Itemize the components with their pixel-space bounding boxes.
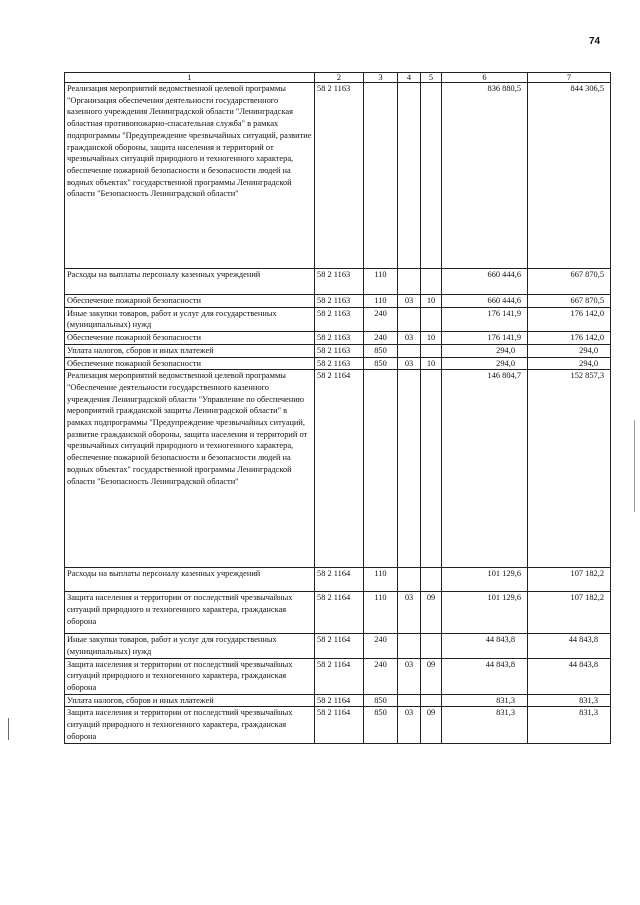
table-row (65, 307, 611, 331)
table-row (65, 357, 611, 370)
section (398, 83, 421, 269)
scan-artifact-line (634, 420, 635, 512)
section (398, 269, 421, 295)
program-code: 58 2 1164 (315, 694, 364, 707)
section: 03 (398, 332, 421, 345)
amount-col6: 831,3 (442, 694, 528, 707)
section: 03 (398, 658, 421, 694)
table-row (65, 269, 611, 295)
expense-type: 850 (364, 344, 398, 357)
row-description: Реализация мероприятий ведомственной целевой программы "Организация обеспечения деятельности государственного казенного учреждения Ленинградской области "Ленинградская областная противопожарно-спасательная служба" в рамках подпрограммы "Предупреждение чрезвычайных ситуаций, развитие гражданской обороны, защита населения и территорий от чрезвычайных ситуаций природного и техногенного характера, обеспечение пожарной безопасности и безопасности людей на водных объектах" государственной программы Ленинградской области "Безопасность Ленинградской области" (65, 83, 315, 269)
expense-type: 240 (364, 307, 398, 331)
subsection (421, 634, 442, 658)
amount-col7: 294,0 (528, 357, 611, 370)
column-header: 4 (398, 73, 421, 83)
section (398, 634, 421, 658)
amount-col6: 176 141,9 (442, 307, 528, 331)
row-description: Уплата налогов, сборов и иных платежей (65, 344, 315, 357)
amount-col7: 44 843,8 (528, 658, 611, 694)
subsection (421, 269, 442, 295)
row-description: Иные закупки товаров, работ и услуг для государственных (муниципальных) нужд (65, 634, 315, 658)
program-code: 58 2 1163 (315, 269, 364, 295)
section: 03 (398, 295, 421, 308)
row-description: Обеспечение пожарной безопасности (65, 295, 315, 308)
expense-type: 240 (364, 658, 398, 694)
table-row (65, 634, 611, 658)
section (398, 568, 421, 592)
table-row (65, 707, 611, 743)
amount-col6: 294,0 (442, 344, 528, 357)
expense-type: 850 (364, 694, 398, 707)
program-code: 58 2 1164 (315, 592, 364, 634)
table-row (65, 568, 611, 592)
column-header: 7 (528, 73, 611, 83)
column-header: 5 (421, 73, 442, 83)
program-code: 58 2 1163 (315, 357, 364, 370)
expense-type: 110 (364, 568, 398, 592)
scan-artifact-line (8, 718, 9, 740)
row-description: Защита населения и территории от последствий чрезвычайных ситуаций природного и техногенного характера, гражданская оборона (65, 658, 315, 694)
subsection: 09 (421, 592, 442, 634)
program-code: 58 2 1163 (315, 307, 364, 331)
table-row (65, 83, 611, 269)
section (398, 694, 421, 707)
program-code: 58 2 1164 (315, 634, 364, 658)
subsection: 10 (421, 357, 442, 370)
program-code: 58 2 1163 (315, 344, 364, 357)
program-code: 58 2 1164 (315, 370, 364, 568)
program-code: 58 2 1163 (315, 295, 364, 308)
table-header-row (65, 73, 611, 83)
expense-type: 850 (364, 357, 398, 370)
amount-col7: 44 843,8 (528, 634, 611, 658)
amount-col6: 101 129,6 (442, 568, 528, 592)
expense-type: 110 (364, 269, 398, 295)
amount-col6: 660 444,6 (442, 295, 528, 308)
section (398, 307, 421, 331)
expense-type (364, 83, 398, 269)
subsection (421, 370, 442, 568)
table-row (65, 370, 611, 568)
amount-col6: 294,0 (442, 357, 528, 370)
table-row (65, 592, 611, 634)
program-code: 58 2 1163 (315, 332, 364, 345)
row-description: Иные закупки товаров, работ и услуг для государственных (муниципальных) нужд (65, 307, 315, 331)
row-description: Обеспечение пожарной безопасности (65, 332, 315, 345)
amount-col7: 152 857,3 (528, 370, 611, 568)
amount-col6: 146 804,7 (442, 370, 528, 568)
expense-type: 240 (364, 332, 398, 345)
amount-col6: 660 444,6 (442, 269, 528, 295)
amount-col7: 176 142,0 (528, 307, 611, 331)
amount-col7: 831,3 (528, 694, 611, 707)
section: 03 (398, 707, 421, 743)
column-header: 2 (315, 73, 364, 83)
section (398, 370, 421, 568)
amount-col6: 44 843,8 (442, 634, 528, 658)
table-row (65, 344, 611, 357)
budget-table (64, 72, 611, 744)
section (398, 344, 421, 357)
column-header: 1 (65, 73, 315, 83)
amount-col7: 667 870,5 (528, 295, 611, 308)
program-code: 58 2 1164 (315, 568, 364, 592)
section: 03 (398, 357, 421, 370)
amount-col7: 667 870,5 (528, 269, 611, 295)
table-row (65, 332, 611, 345)
subsection (421, 307, 442, 331)
amount-col6: 831,3 (442, 707, 528, 743)
subsection: 09 (421, 707, 442, 743)
amount-col6: 176 141,9 (442, 332, 528, 345)
subsection: 10 (421, 332, 442, 345)
expense-type: 240 (364, 634, 398, 658)
row-description: Защита населения и территории от последствий чрезвычайных ситуаций природного и техногенного характера, гражданская оборона (65, 707, 315, 743)
expense-type: 110 (364, 295, 398, 308)
program-code: 58 2 1164 (315, 707, 364, 743)
amount-col7: 107 182,2 (528, 592, 611, 634)
column-header: 6 (442, 73, 528, 83)
subsection (421, 568, 442, 592)
amount-col6: 101 129,6 (442, 592, 528, 634)
row-description: Уплата налогов, сборов и иных платежей (65, 694, 315, 707)
subsection (421, 83, 442, 269)
amount-col7: 844 306,5 (528, 83, 611, 269)
amount-col7: 107 182,2 (528, 568, 611, 592)
row-description: Обеспечение пожарной безопасности (65, 357, 315, 370)
page-number: 74 (589, 36, 601, 47)
amount-col6: 836 880,5 (442, 83, 528, 269)
subsection (421, 344, 442, 357)
row-description: Защита населения и территории от последствий чрезвычайных ситуаций природного и техногенного характера, гражданская оборона (65, 592, 315, 634)
amount-col6: 44 843,8 (442, 658, 528, 694)
expense-type (364, 370, 398, 568)
row-description: Реализация мероприятий ведомственной целевой программы "Обеспечение деятельности государственного казенного учреждения Ленинградской области "Управление по обеспечению мероприятий гражданской защиты Ленинградской области" в рамках подпрограммы "Предупреждение чрезвычайных ситуаций, развитие гражданской обороны, защита населения и территорий от чрезвычайных ситуаций природного и техногенного характера, обеспечение пожарной безопасности и безопасности людей на водных объектах" государственной программы Ленинградской области "Безопасность Ленинградской области" (65, 370, 315, 568)
subsection: 10 (421, 295, 442, 308)
program-code: 58 2 1164 (315, 658, 364, 694)
table-row (65, 694, 611, 707)
subsection: 09 (421, 658, 442, 694)
subsection (421, 694, 442, 707)
expense-type: 850 (364, 707, 398, 743)
expense-type: 110 (364, 592, 398, 634)
table-row (65, 658, 611, 694)
section: 03 (398, 592, 421, 634)
amount-col7: 294,0 (528, 344, 611, 357)
row-description: Расходы на выплаты персоналу казенных учреждений (65, 269, 315, 295)
column-header: 3 (364, 73, 398, 83)
row-description: Расходы на выплаты персоналу казенных учреждений (65, 568, 315, 592)
amount-col7: 831,3 (528, 707, 611, 743)
program-code: 58 2 1163 (315, 83, 364, 269)
table-row (65, 295, 611, 308)
amount-col7: 176 142,0 (528, 332, 611, 345)
